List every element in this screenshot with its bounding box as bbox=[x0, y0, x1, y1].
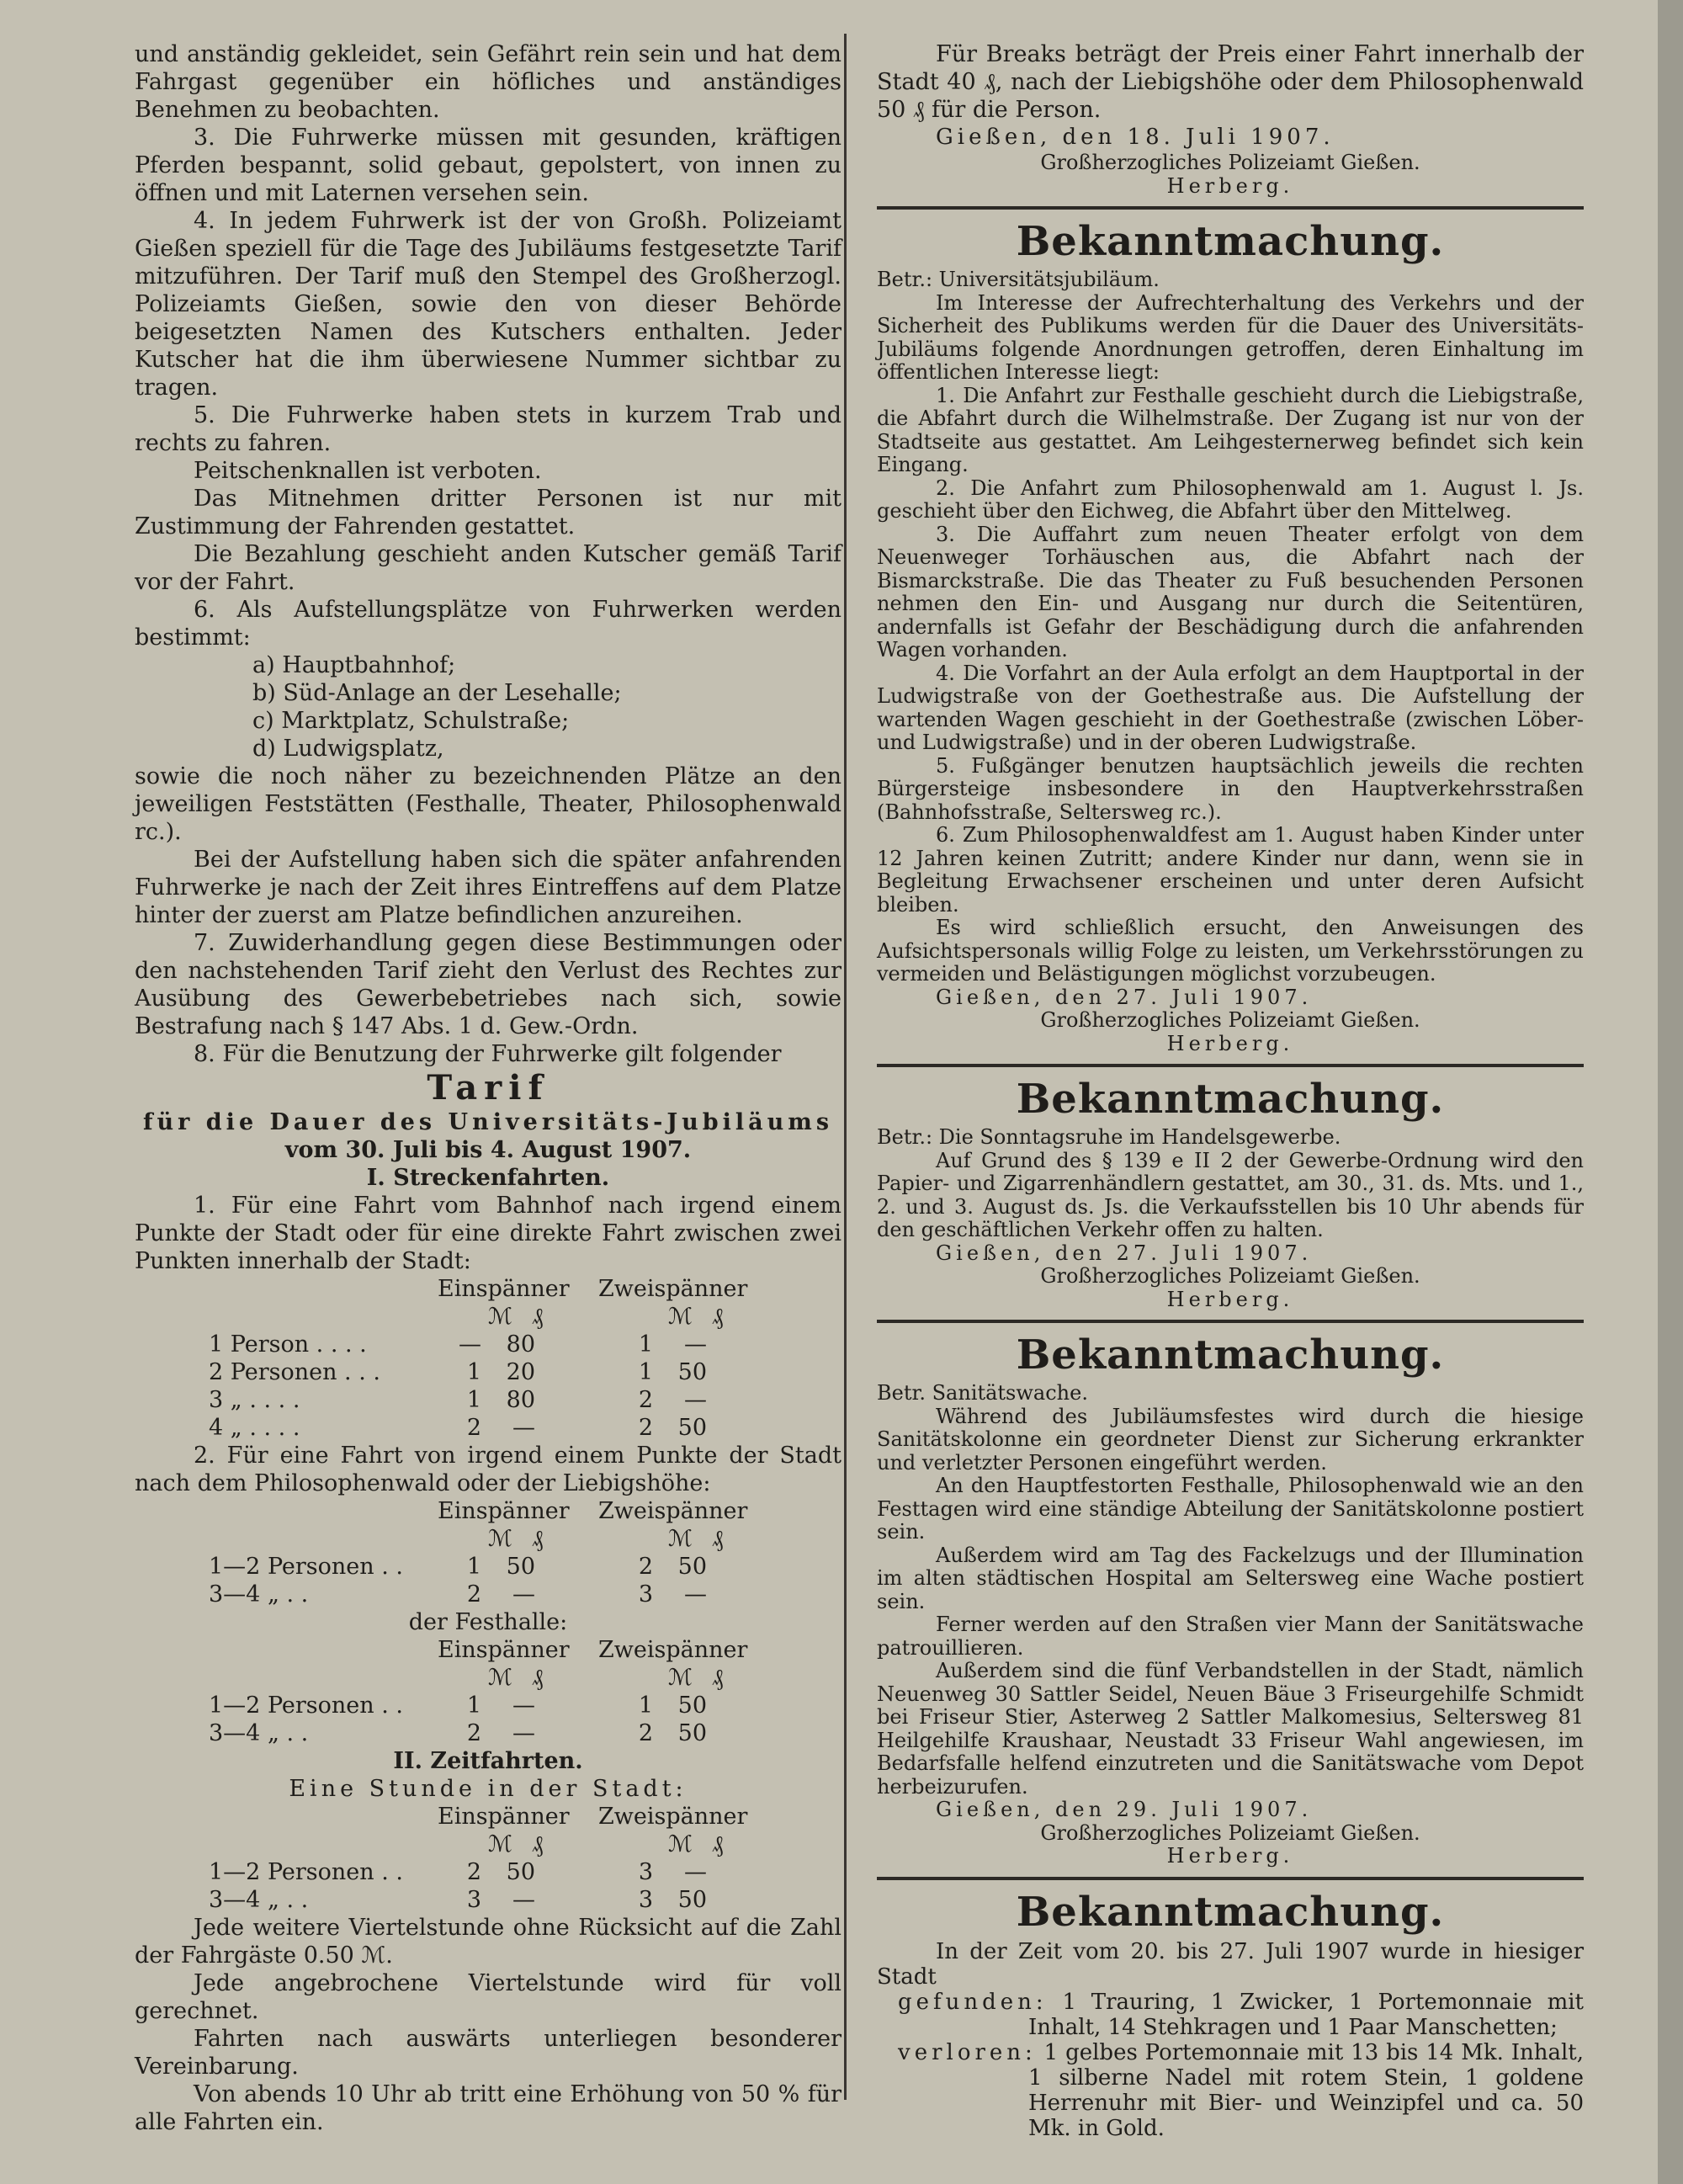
signature: Herberg. bbox=[1166, 1844, 1294, 1868]
fare-table bbox=[202, 1331, 714, 1442]
right-column bbox=[877, 40, 1584, 2141]
cell: 50 bbox=[677, 1415, 707, 1441]
cell: — bbox=[684, 1581, 707, 1607]
row-label: 3—4 „ . . bbox=[209, 1720, 309, 1746]
fare-table bbox=[202, 1692, 714, 1747]
paragraph: 5. Fußgänger benutzen hauptsächlich jeweils die rechten Bürgersteige insbesondere in den Hauptverkehrsstraßen (Bahnhofsstraße, Seltersweg rc.). bbox=[877, 753, 1584, 824]
paragraph: Es wird schließlich ersucht, den Anweisungen des Aufsichtspersonals willig Folge zu leisten, um Verkehrsstörungen zu vermeiden und Belästigungen möglichst vorzubeugen. bbox=[877, 916, 1584, 986]
row-label: 4 „ . . . . bbox=[209, 1415, 300, 1441]
unit-row bbox=[488, 1664, 842, 1692]
paragraph: 4. In jedem Fuhrwerk ist der von Großh. Polizeiamt Gießen speziell für die Tage des Jubiläums festgesetzte Tarif mitzuführen. Der Tarif muß den Stempel des Großherzogl. Polizeiamts Gießen, sowie den von dieser Behörde beigesetzten Namen des Kutschers enthalten. Jeder Kutscher hat die ihm überwiesene Nummer sichtbar zu tragen. bbox=[135, 208, 842, 401]
unit-row bbox=[488, 1525, 842, 1553]
table-row bbox=[202, 1692, 714, 1719]
pfennig-unit: ₰ bbox=[712, 1831, 724, 1857]
paragraph: 6. Zum Philosophenwaldfest am 1. August haben Kinder unter 12 Jahren keinen Zutritt; andere Kinder nur dann, wenn sie in Begleitung Erwachsener erscheinen und unter deren Aufsicht bleiben. bbox=[877, 823, 1584, 917]
paragraph: 8. Für die Benutzung der Fuhrwerke gilt folgender bbox=[194, 1041, 782, 1067]
page-edge bbox=[1658, 0, 1683, 2184]
cell: 50 bbox=[677, 1887, 707, 1913]
cell: 50 bbox=[506, 1554, 535, 1580]
sub-heading: der Festhalle: bbox=[408, 1609, 568, 1635]
paragraph: Außerdem sind die fünf Verbandstellen in der Stadt, nämlich Neuenweg 30 Sattler Seidel, Neuen Bäue 3 Friseurgehilfe Schmidt bei Friseur Stier, Asterweg 2 Sattler Malkomesius, Seltersweg 81 Heilgehilfe Kraushaar, Neustadt 33 Friseur Wahl angewiesen, im Bedarfsfalle helfend einzutreten und die Sanitätswache vom Depot herbeizurufen. bbox=[877, 1659, 1584, 1799]
paragraph: An den Hauptfestorten Festhalle, Philosophenwald wie an den Festtagen wird eine ständige Abteilung der Sanitätskolonne postiert sein. bbox=[877, 1474, 1584, 1544]
mark-unit: ℳ bbox=[668, 1831, 693, 1857]
cell: — bbox=[684, 1387, 707, 1413]
paragraph: Auf Grund des § 139 e II 2 der Gewerbe-Ordnung wird den Papier- und Zigarrenhändlern gestattet, am 30., 31. ds. Mts. und 1., 2. und 3. August ds. Js. die Verkaufsstellen bis 10 Uhr abends für den geschäftlichen Verkehr offen zu halten. bbox=[877, 1148, 1584, 1241]
authority: Großherzogliches Polizeiamt Gießen. bbox=[1040, 1264, 1420, 1288]
lost-items: 1 gelbes Portemonnaie mit 13 bis 14 Mk. Inhalt, 1 silberne Nadel mit rotem Stein, 1 goldene Herrenuhr mit Bier- und Weinzipfel und ca. 50 Mk. in Gold. bbox=[1028, 2039, 1585, 2141]
date-line: Gießen, den 29. Juli 1907. bbox=[936, 1798, 1313, 1821]
col-einspaenner: Einspänner bbox=[438, 1804, 570, 1830]
pfennig-unit: ₰ bbox=[532, 1831, 544, 1857]
authority: Großherzogliches Polizeiamt Gießen. bbox=[1040, 1820, 1420, 1845]
pfennig-unit: ₰ bbox=[532, 1665, 544, 1691]
divider bbox=[877, 206, 1584, 210]
cell: 80 bbox=[506, 1387, 535, 1413]
cell: 80 bbox=[506, 1331, 535, 1358]
cell: 2 bbox=[638, 1720, 653, 1746]
table-header bbox=[438, 1497, 842, 1525]
cell: 2 bbox=[466, 1415, 481, 1441]
list-item: a) Hauptbahnhof; bbox=[252, 652, 456, 678]
cell: 1 bbox=[638, 1359, 653, 1385]
authority: Großherzogliches Polizeiamt Gießen. bbox=[1040, 151, 1420, 174]
column-divider bbox=[844, 34, 847, 2100]
table-row bbox=[202, 1553, 714, 1581]
list-item: b) Süd-Anlage an der Lesehalle; bbox=[252, 680, 622, 706]
pfennig-unit: ₰ bbox=[712, 1526, 724, 1552]
table-row bbox=[202, 1414, 714, 1442]
cell: 1 bbox=[638, 1692, 653, 1719]
signature: Herberg. bbox=[1166, 1031, 1294, 1055]
cell: 3 bbox=[638, 1581, 653, 1607]
paragraph: 2. Die Anfahrt zum Philosophenwald am 1. August l. Js. geschieht über den Eichweg, die Abfahrt über den Mittelweg. bbox=[877, 476, 1584, 523]
paragraph: Bei der Aufstellung haben sich die später anfahrenden Fuhrwerke je nach der Zeit ihres Eintreffens auf dem Platze hinter der zuerst am Platze befindlichen anzureihen. bbox=[135, 847, 842, 928]
paragraph: und anständig gekleidet, sein Gefährt rein sein und hat dem Fahrgast gegenüber ein höfliches und anständiges Benehmen zu beobachten. bbox=[135, 41, 842, 123]
cell: 2 bbox=[466, 1720, 481, 1746]
left-column bbox=[135, 40, 842, 2136]
table-row bbox=[202, 1386, 714, 1414]
list-item: c) Marktplatz, Schulstraße; bbox=[252, 708, 570, 734]
paragraph: 7. Zuwiderhandlung gegen diese Bestimmungen oder den nachstehenden Tarif zieht den Verlust des Rechtes zur Ausübung des Gewerbebetriebes nach sich, sowie Bestrafung nach § 147 Abs. 1 d. Gew.-Ordn. bbox=[135, 930, 842, 1039]
tarif-subtitle: vom 30. Juli bis 4. August 1907. bbox=[284, 1137, 692, 1163]
paragraph: 3. Die Fuhrwerke müssen mit gesunden, kräftigen Pferden bespannt, solid gebaut, gepolstert, von innen zu öffnen und mit Laternen versehen sein. bbox=[135, 125, 842, 206]
signature: Herberg. bbox=[1166, 173, 1294, 198]
date-line: Gießen, den 18. Juli 1907. bbox=[936, 125, 1335, 150]
table-row bbox=[202, 1719, 714, 1747]
mark-unit: ℳ bbox=[668, 1526, 693, 1552]
pfennig-unit: ₰ bbox=[532, 1304, 544, 1330]
sub-heading: Eine Stunde in der Stadt: bbox=[289, 1776, 688, 1802]
mark-unit: ℳ bbox=[668, 1665, 693, 1691]
table-row bbox=[202, 1886, 714, 1914]
lost-label: verloren: bbox=[898, 2039, 1037, 2065]
cell: 1 bbox=[466, 1692, 481, 1719]
tarif-title: Tarif bbox=[427, 1068, 549, 1108]
authority: Großherzogliches Polizeiamt Gießen. bbox=[1040, 1008, 1420, 1032]
col-einspaenner: Einspänner bbox=[438, 1276, 570, 1302]
divider bbox=[877, 1064, 1584, 1067]
paragraph: Jede angebrochene Viertelstunde wird für voll gerechnet. bbox=[135, 1970, 842, 2024]
col-zweispaenner: Zweispänner bbox=[597, 1804, 748, 1830]
cell: 2 bbox=[638, 1415, 653, 1441]
cell: 50 bbox=[677, 1692, 707, 1719]
lost-list bbox=[877, 2040, 1584, 2141]
cell: 50 bbox=[677, 1554, 707, 1580]
row-label: 3—4 „ . . bbox=[209, 1581, 309, 1607]
date-line: Gießen, den 27. Juli 1907. bbox=[936, 985, 1313, 1009]
row-label: 1—2 Personen . . bbox=[209, 1692, 403, 1719]
paragraph: In der Zeit vom 20. bis 27. Juli 1907 wurde in hiesiger Stadt bbox=[877, 1938, 1584, 1990]
paragraph: Ferner werden auf den Straßen vier Mann der Sanitätswache patrouillieren. bbox=[877, 1613, 1584, 1660]
notice-title: Bekanntmachung. bbox=[1016, 1888, 1445, 1936]
paragraph: Von abends 10 Uhr ab tritt eine Erhöhung von 50 % für alle Fahrten ein. bbox=[135, 2081, 842, 2135]
paragraph: Für Breaks beträgt der Preis einer Fahrt innerhalb der Stadt 40 ₰, nach der Liebigshöhe oder dem Philosophenwald 50 ₰ für die Person. bbox=[877, 41, 1584, 123]
col-zweispaenner: Zweispänner bbox=[597, 1276, 748, 1302]
cell: 1 bbox=[638, 1331, 653, 1358]
cell: 3 bbox=[638, 1859, 653, 1885]
paragraph: Im Interesse der Aufrechterhaltung des Verkehrs und der Sicherheit des Publikums werden für die Dauer des Universitäts-Jubiläums folgende Anordnungen getroffen, deren Einhaltung im öffentlichen Interesse liegt: bbox=[877, 290, 1584, 384]
pfennig-unit: ₰ bbox=[712, 1665, 724, 1691]
cell: 1 bbox=[466, 1359, 481, 1385]
mark-unit: ℳ bbox=[488, 1665, 512, 1691]
col-zweispaenner: Zweispänner bbox=[597, 1498, 748, 1524]
col-einspaenner: Einspänner bbox=[438, 1498, 570, 1524]
paragraph: Während des Jubiläumsfestes wird durch die hiesige Sanitätskolonne ein geordneter Dienst zur Sicherung erkrankter und verletzter Personen eingeführt werden. bbox=[877, 1404, 1584, 1475]
cell: 50 bbox=[677, 1359, 707, 1385]
table-row bbox=[202, 1581, 714, 1608]
cell: 20 bbox=[506, 1359, 535, 1385]
paragraph: Außerdem wird am Tag des Fackelzugs und der Illumination im alten städtischen Hospital am Seltersweg eine Wache postiert sein. bbox=[877, 1543, 1584, 1613]
betr-line: Betr.: Die Sonntagsruhe im Handelsgewerbe. bbox=[877, 1125, 1341, 1149]
paragraph: Fahrten nach auswärts unterliegen besonderer Vereinbarung. bbox=[135, 2026, 842, 2080]
notice-title: Bekanntmachung. bbox=[1016, 1331, 1445, 1379]
fare-table bbox=[202, 1553, 714, 1608]
mark-unit: ℳ bbox=[668, 1304, 693, 1330]
mark-unit: ℳ bbox=[488, 1304, 512, 1330]
pfennig-unit: ₰ bbox=[532, 1526, 544, 1552]
cell: 3 bbox=[638, 1887, 653, 1913]
mark-unit: ℳ bbox=[488, 1526, 512, 1552]
date-line: Gießen, den 27. Juli 1907. bbox=[936, 1241, 1313, 1265]
found-label: gefunden: bbox=[898, 1989, 1048, 2015]
section-title: II. Zeitfahrten. bbox=[393, 1748, 583, 1774]
paragraph: 2. Für eine Fahrt von irgend einem Punkte der Stadt nach dem Philosophenwald oder der Liebigshöhe: bbox=[135, 1443, 842, 1496]
mark-unit: ℳ bbox=[488, 1831, 512, 1857]
betr-line: Betr. Sanitätswache. bbox=[877, 1381, 1088, 1405]
section-title: I. Streckenfahrten. bbox=[366, 1165, 610, 1191]
paragraph: 5. Die Fuhrwerke haben stets in kurzem Trab und rechts zu fahren. bbox=[135, 402, 842, 456]
row-label: 2 Personen . . . bbox=[209, 1359, 380, 1385]
row-label: 3 „ . . . . bbox=[209, 1387, 300, 1413]
cell: — bbox=[512, 1887, 535, 1913]
notice-title: Bekanntmachung. bbox=[1016, 1076, 1445, 1123]
cell: — bbox=[512, 1415, 535, 1441]
cell: 2 bbox=[638, 1554, 653, 1580]
cell: 50 bbox=[677, 1720, 707, 1746]
cell: — bbox=[512, 1581, 535, 1607]
table-row bbox=[202, 1358, 714, 1386]
paragraph: Das Mitnehmen dritter Personen ist nur mit Zustimmung der Fahrenden gestattet. bbox=[135, 486, 842, 539]
cell: — bbox=[684, 1331, 707, 1358]
betr-line: Betr.: Universitätsjubiläum. bbox=[877, 268, 1160, 291]
row-label: 1—2 Personen . . bbox=[209, 1859, 403, 1885]
cell: 2 bbox=[466, 1859, 481, 1885]
cell: 1 bbox=[466, 1387, 481, 1413]
unit-row bbox=[488, 1303, 842, 1331]
cell: — bbox=[459, 1331, 481, 1358]
cell: 3 bbox=[466, 1887, 481, 1913]
found-list bbox=[877, 1990, 1584, 2040]
table-row bbox=[202, 1331, 714, 1358]
cell: 50 bbox=[506, 1859, 535, 1885]
list-item: d) Ludwigsplatz, bbox=[252, 736, 444, 762]
cell: 2 bbox=[466, 1581, 481, 1607]
signature: Herberg. bbox=[1166, 1287, 1294, 1311]
row-label: 3—4 „ . . bbox=[209, 1887, 309, 1913]
paragraph: 1. Die Anfahrt zur Festhalle geschieht durch die Liebigstraße, die Abfahrt durch die Wilhelmstraße. Der Zugang ist nur von der Stadtseite aus gestattet. Am Leihgesternerweg befindet sich kein Eingang. bbox=[877, 383, 1584, 476]
paragraph: 6. Als Aufstellungsplätze von Fuhrwerken werden bestimmt: bbox=[135, 597, 842, 651]
cell: — bbox=[512, 1720, 535, 1746]
col-zweispaenner: Zweispänner bbox=[597, 1637, 748, 1663]
row-label: 1 Person . . . . bbox=[209, 1331, 367, 1358]
cell: 2 bbox=[638, 1387, 653, 1413]
paragraph: Die Bezahlung geschieht anden Kutscher gemäß Tarif vor der Fahrt. bbox=[135, 541, 842, 595]
paragraph: 3. Die Auffahrt zum neuen Theater erfolgt von dem Neuenweger Torhäuschen aus, die Abfahrt nach der Bismarckstraße. Die das Theater zu Fuß besuchenden Personen nehmen den Ein- und Ausgang nur durch die Seitentüren, andernfalls ist Gefahr der Beschädigung durch die anfahrenden Wagen vorhanden. bbox=[877, 522, 1584, 662]
table-row bbox=[202, 1858, 714, 1886]
fare-table bbox=[202, 1858, 714, 1914]
paragraph: Jede weitere Viertelstunde ohne Rücksicht auf die Zahl der Fahrgäste 0.50 ℳ. bbox=[135, 1915, 842, 1969]
cell: — bbox=[684, 1859, 707, 1885]
row-label: 1—2 Personen . . bbox=[209, 1554, 403, 1580]
divider bbox=[877, 1320, 1584, 1323]
paragraph: sowie die noch näher zu bezeichnenden Plätze an den jeweiligen Feststätten (Festhalle, Theater, Philosophenwald rc.). bbox=[135, 763, 842, 845]
paragraph: 4. Die Vorfahrt an der Aula erfolgt an dem Hauptportal in der Ludwigstraße von der Goethestraße aus. Die Aufstellung der wartenden Wagen geschieht in der Goethestraße (zwischen Löber- und Ludwigstraße) und in der oberen Ludwigstraße. bbox=[877, 661, 1584, 754]
found-items: 1 Trauring, 1 Zwicker, 1 Portemonnaie mit Inhalt, 14 Stehkragen und 1 Paar Manschetten; bbox=[1028, 1989, 1584, 2040]
table-header bbox=[438, 1636, 842, 1664]
unit-row bbox=[488, 1831, 842, 1858]
tarif-subtitle: für die Dauer des Universitäts-Jubiläums bbox=[142, 1109, 834, 1135]
paragraph: 1. Für eine Fahrt vom Bahnhof nach irgend einem Punkte der Stadt oder für eine direkte Fahrt zwischen zwei Punkten innerhalb der Stadt: bbox=[135, 1193, 842, 1274]
table-header bbox=[438, 1803, 842, 1831]
divider bbox=[877, 1877, 1584, 1880]
table-header bbox=[438, 1275, 842, 1303]
notice-title: Bekanntmachung. bbox=[1016, 218, 1445, 265]
col-einspaenner: Einspänner bbox=[438, 1637, 570, 1663]
paragraph: Peitschenknallen ist verboten. bbox=[194, 458, 542, 484]
cell: 1 bbox=[466, 1554, 481, 1580]
pfennig-unit: ₰ bbox=[712, 1304, 724, 1330]
cell: — bbox=[512, 1692, 535, 1719]
